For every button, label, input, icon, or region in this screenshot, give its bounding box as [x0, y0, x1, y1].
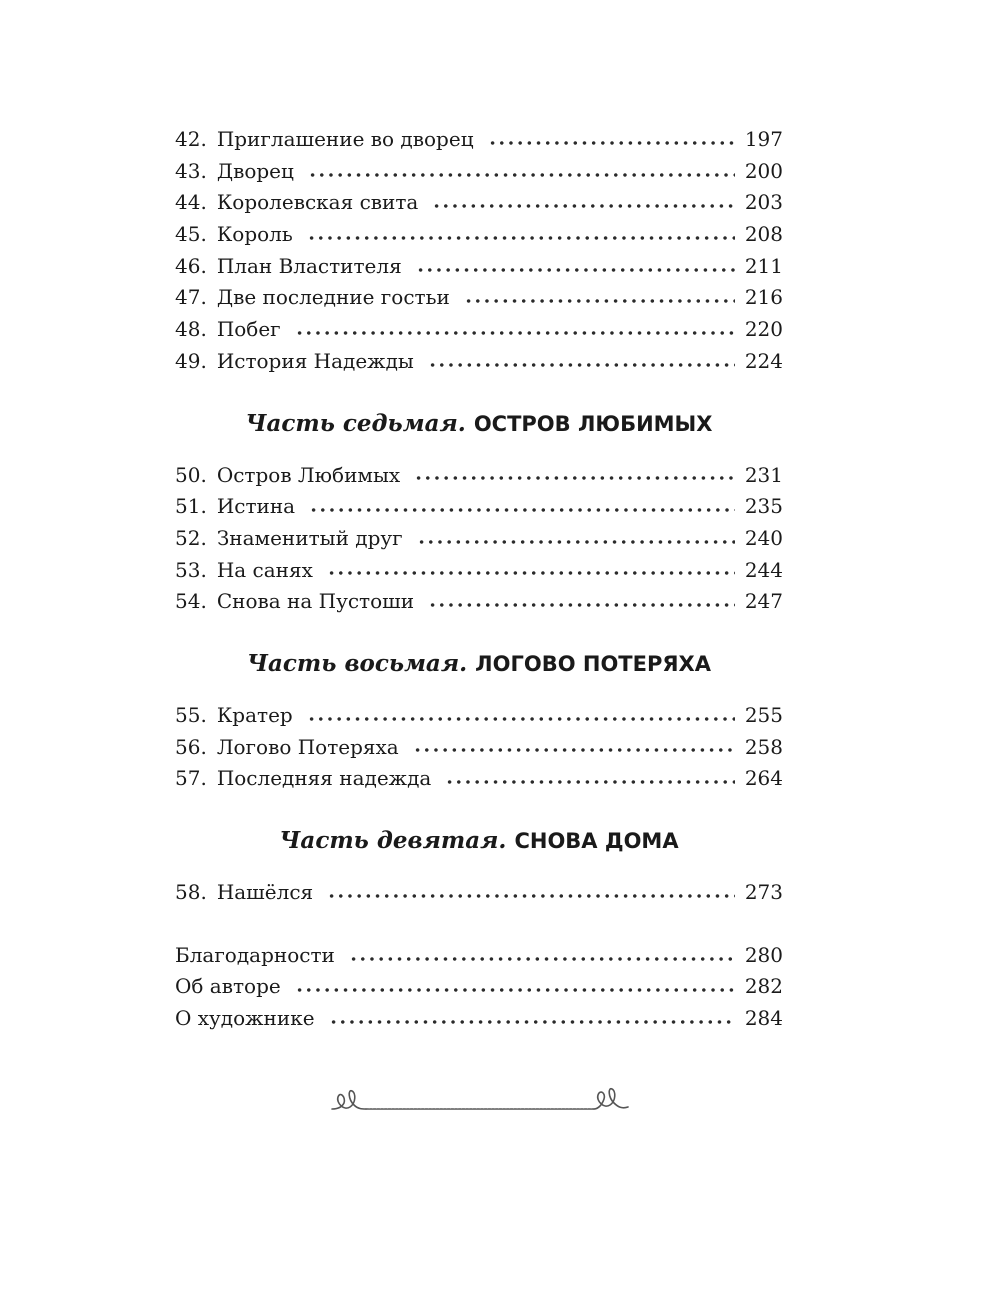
chapter-title: Король	[216, 222, 293, 247]
page-number: 197	[744, 127, 783, 151]
toc-entry[interactable]	[175, 586, 783, 618]
toc-entry[interactable]	[175, 187, 783, 219]
page-number: 240	[744, 525, 783, 550]
dot-leader	[295, 330, 735, 336]
toc-entry[interactable]	[175, 251, 783, 283]
chapter-title: Знаменитый друг	[216, 525, 403, 550]
toc-entry[interactable]	[175, 219, 783, 251]
dot-leader	[309, 507, 735, 513]
toc-section	[175, 124, 783, 378]
part-title: ОСТРОВ ЛЮБИМЫХ	[473, 411, 713, 436]
chapter-number: 48.	[175, 317, 207, 342]
entry-title: Благодарности	[175, 942, 335, 967]
toc-entry[interactable]	[175, 971, 783, 1003]
part-title: СНОВА ДОМА	[514, 829, 679, 853]
chapter-number: 46.	[175, 253, 207, 278]
page-number: 247	[744, 589, 783, 614]
chapter-title: Королевская свита	[216, 190, 419, 215]
dot-leader	[432, 203, 734, 209]
part-label: Часть седьмая.	[245, 409, 466, 437]
chapter-number: 51.	[175, 494, 207, 519]
chapter-number: 49.	[175, 348, 207, 373]
page-number: 273	[744, 880, 783, 904]
toc-entry[interactable]	[175, 877, 783, 909]
page-number: 211	[744, 253, 783, 278]
toc-entry[interactable]	[175, 314, 783, 346]
toc-entry[interactable]	[175, 491, 783, 523]
chapter-title: История Надежды	[216, 348, 414, 373]
dot-leader	[428, 602, 735, 608]
dot-leader	[307, 716, 735, 722]
toc-entry[interactable]	[175, 1003, 783, 1035]
toc-entry[interactable]	[175, 732, 783, 764]
swirl-divider-icon	[330, 1083, 630, 1119]
dot-leader	[413, 747, 735, 753]
chapter-title: Снова на Пустоши	[216, 589, 415, 614]
dot-leader	[417, 539, 735, 545]
dot-leader	[327, 570, 735, 576]
part-heading	[175, 408, 783, 439]
chapter-number: 56.	[175, 734, 207, 759]
chapter-title: Логово Потеряха	[216, 734, 399, 759]
dot-leader	[445, 779, 734, 785]
dot-leader	[295, 987, 735, 993]
toc-entry[interactable]	[175, 460, 783, 492]
chapter-title: Дворец	[216, 158, 294, 183]
dot-leader	[416, 267, 735, 273]
entry-title: Об авторе	[175, 974, 281, 999]
page-number: 200	[744, 158, 783, 183]
chapter-title: Две последние гостьи	[216, 285, 450, 310]
page-number: 231	[744, 462, 783, 487]
chapter-number: 42.	[175, 127, 207, 151]
toc-section	[175, 460, 783, 618]
dot-leader	[308, 172, 735, 178]
page-number: 224	[744, 348, 783, 373]
page-number: 220	[744, 317, 783, 342]
part-label: Часть восьмая.	[247, 649, 468, 677]
chapter-number: 57.	[175, 766, 207, 791]
toc-entry[interactable]	[175, 940, 783, 972]
toc-entry[interactable]	[175, 763, 783, 795]
chapter-title: Нашёлся	[216, 880, 314, 904]
page-number: 203	[744, 190, 783, 215]
page-number: 264	[744, 766, 783, 791]
chapter-title: Остров Любимых	[216, 462, 401, 487]
chapter-number: 43.	[175, 158, 207, 183]
toc-entry[interactable]	[175, 282, 783, 314]
chapter-number: 47.	[175, 285, 207, 310]
chapter-number: 58.	[175, 880, 207, 904]
page-number: 280	[744, 942, 783, 967]
toc-section-back-matter	[175, 940, 783, 1035]
part-heading	[175, 648, 783, 679]
page-number: 258	[744, 734, 783, 759]
chapter-title: На санях	[216, 557, 313, 582]
chapter-title: План Властителя	[216, 253, 402, 278]
page-number: 244	[744, 557, 783, 582]
chapter-title: Кратер	[216, 702, 293, 727]
dot-leader	[327, 893, 735, 899]
page-number: 208	[744, 222, 783, 247]
part-label: Часть девятая.	[279, 827, 507, 854]
table-of-contents	[175, 124, 783, 1035]
toc-section	[175, 700, 783, 795]
dot-leader	[307, 235, 735, 241]
toc-entry[interactable]	[175, 346, 783, 378]
toc-entry[interactable]	[175, 156, 783, 188]
chapter-title: Приглашение во дворец	[216, 127, 474, 151]
chapter-number: 55.	[175, 702, 207, 727]
toc-entry[interactable]	[175, 523, 783, 555]
toc-entry[interactable]	[175, 124, 783, 156]
chapter-number: 52.	[175, 525, 207, 550]
page-number: 235	[744, 494, 783, 519]
chapter-title: Последняя надежда	[216, 766, 432, 791]
toc-entry[interactable]	[175, 700, 783, 732]
entry-title: О художнике	[175, 1006, 315, 1031]
chapter-title: Побег	[216, 317, 281, 342]
part-heading	[175, 825, 783, 856]
page-number: 282	[744, 974, 783, 999]
toc-section	[175, 877, 783, 909]
dot-leader	[414, 475, 735, 481]
chapter-number: 54.	[175, 589, 207, 614]
chapter-title: Истина	[216, 494, 296, 519]
chapter-number: 45.	[175, 222, 207, 247]
chapter-number: 50.	[175, 462, 207, 487]
chapter-number: 53.	[175, 557, 207, 582]
dot-leader	[464, 298, 735, 304]
dot-leader	[349, 956, 735, 962]
toc-entry[interactable]	[175, 555, 783, 587]
dot-leader	[488, 140, 735, 146]
part-title: ЛОГОВО ПОТЕРЯХА	[475, 651, 711, 676]
dot-leader	[428, 362, 735, 368]
page-number: 284	[744, 1006, 783, 1031]
page-number: 255	[744, 702, 783, 727]
chapter-number: 44.	[175, 190, 207, 215]
dot-leader	[329, 1019, 735, 1025]
page-number: 216	[744, 285, 783, 310]
